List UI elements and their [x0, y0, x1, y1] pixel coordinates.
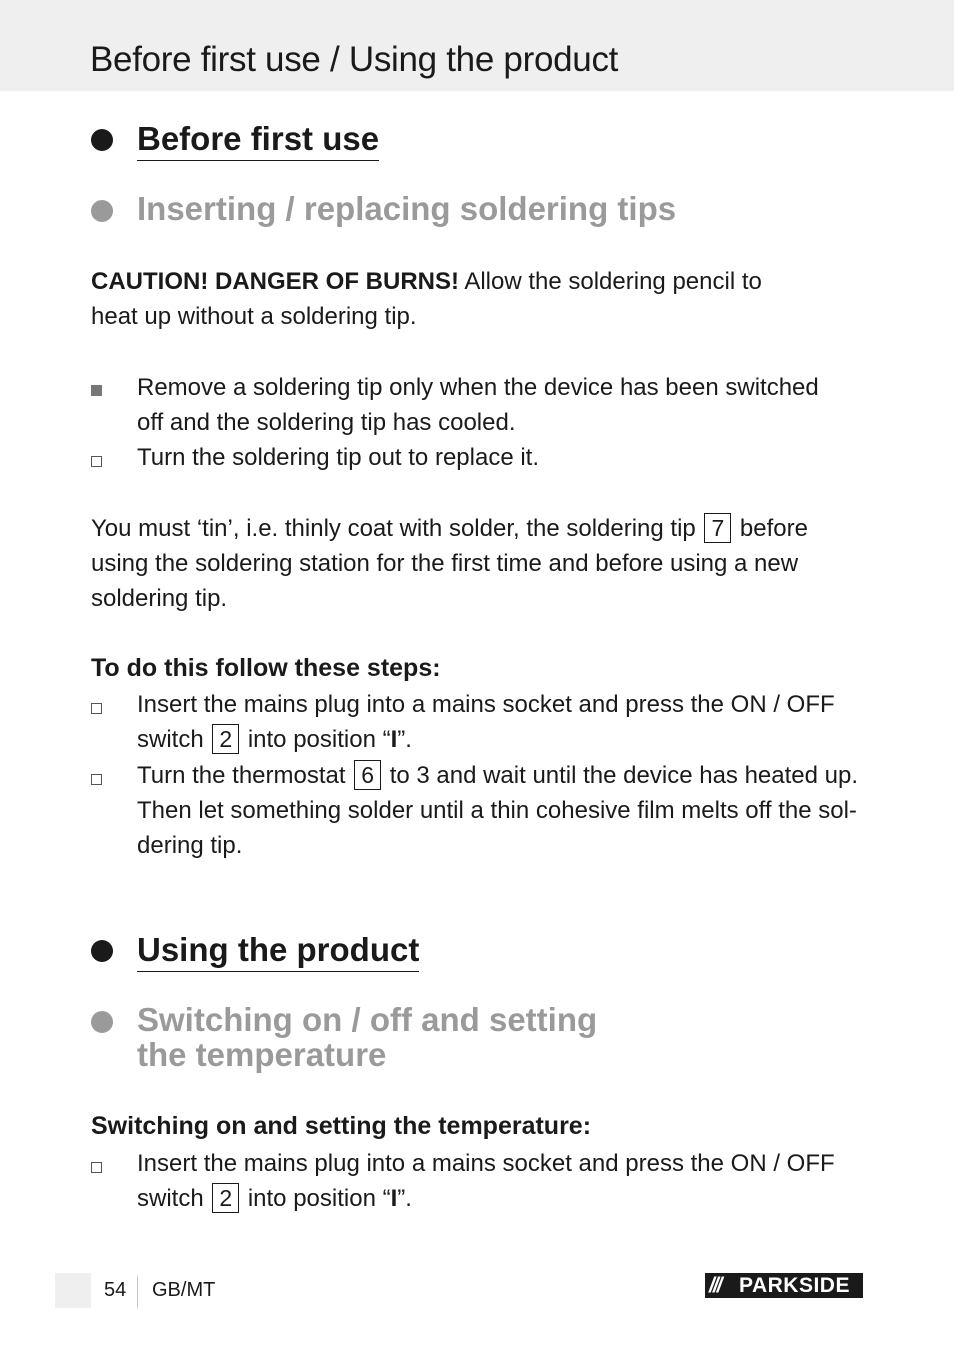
bullet-dot-icon: [91, 200, 113, 222]
list-item: Turn the thermostat 6 to 3 and wait until the device has heated up. Then let something solder until a thin cohesive film melts off the sol- dering tip.: [137, 762, 859, 859]
empty-square-icon: [91, 1162, 102, 1173]
language-code: GB/MT: [152, 1279, 216, 1301]
list-item: Insert the mains plug into a mains socket and press the ON / OFF switch 2 into position “I”.: [137, 1150, 835, 1212]
parkside-logo: [705, 1273, 863, 1298]
bullet-dot-icon: [91, 940, 113, 962]
logo-slashes-icon: ///: [709, 1274, 721, 1297]
logo-brand: PARKSIDE: [739, 1274, 850, 1297]
part-ref-2: 2: [212, 724, 239, 754]
tin-paragraph: You must ‘tin’, i.e. thinly coat with solder, the soldering tip 7 before using the soldering station for the first time and before using a new soldering tip.: [91, 515, 808, 612]
list-item: Insert the mains plug into a mains socket and press the ON / OFF switch 2 into position “I”.: [137, 691, 835, 753]
caution-label: CAUTION! DANGER OF BURNS!: [91, 268, 459, 295]
bullet-dot-icon: [91, 1011, 113, 1033]
empty-square-icon: [91, 456, 102, 467]
page-title: Before first use / Using the product: [90, 40, 619, 79]
switching-label: Switching on and setting the temperature:: [91, 1112, 592, 1140]
empty-square-icon: [91, 703, 102, 714]
empty-square-icon: [91, 774, 102, 785]
part-ref-6: 6: [354, 760, 381, 790]
steps-label: To do this follow these steps:: [91, 654, 441, 682]
page-number: 54: [104, 1279, 127, 1301]
list-item: Turn the soldering tip out to replace it.: [137, 444, 539, 471]
bullet-dot-icon: [91, 129, 113, 151]
list-item: Remove a soldering tip only when the device has been switched off and the soldering tip has cooled.: [137, 374, 819, 436]
filled-square-icon: [91, 385, 102, 396]
footer-marker: [55, 1273, 91, 1308]
part-ref-7: 7: [704, 513, 731, 543]
footer-divider: [137, 1276, 138, 1308]
caution-paragraph: CAUTION! DANGER OF BURNS! Allow the soldering pencil to heat up without a soldering tip.: [91, 268, 762, 330]
part-ref-2: 2: [212, 1183, 239, 1213]
